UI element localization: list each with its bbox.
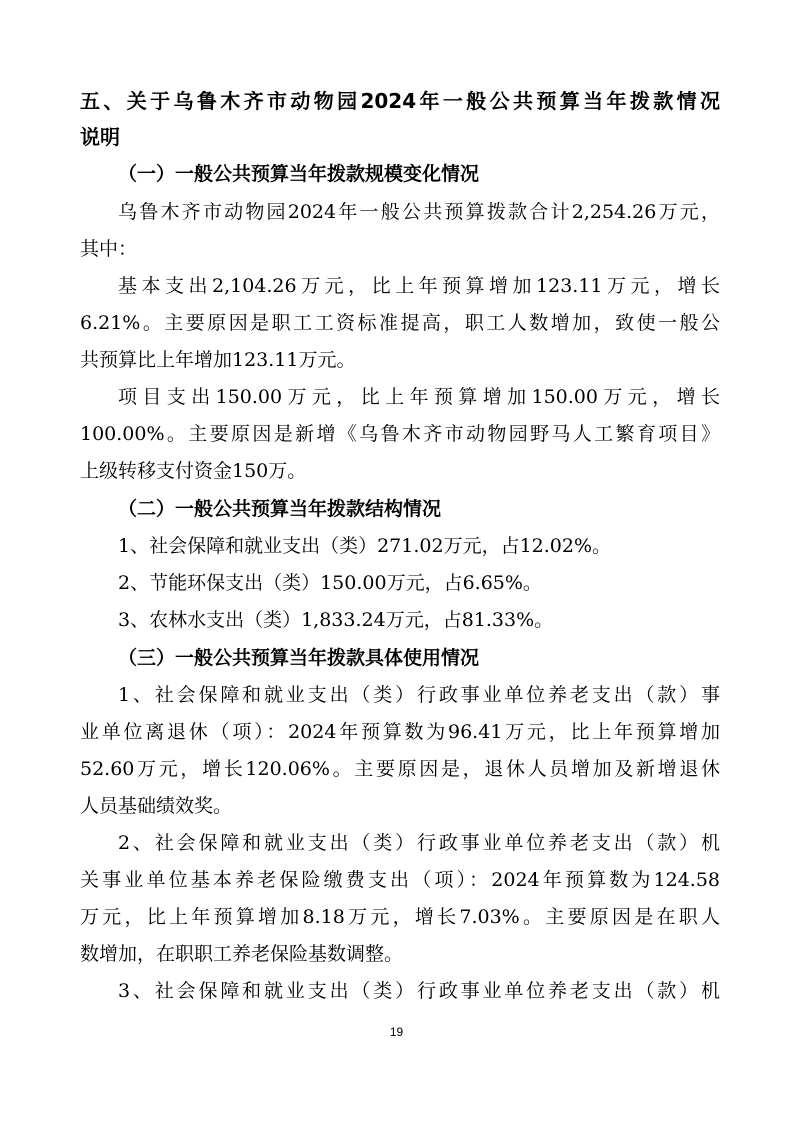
part3-item1-line3: 52.60万元，增长120.06%。主要原因是，退休人员增加及新增退休 [80,758,720,780]
section-title-line1: 五、关于乌鲁木齐市动物园2024年一般公共预算当年拨款情况 [80,89,720,113]
part3-item1-line4: 人员基础绩效奖。 [80,795,233,817]
part3-item2-line4: 数增加，在职职工养老保险基数调整。 [80,943,404,965]
part1-paragraph2-line1: 基本支出2,104.26万元，比上年预算增加123.11万元，增长 [118,275,720,297]
part2-item1: 1、社会保障和就业支出（类）271.02万元，占12.02%。 [118,535,612,557]
part3-item1-line1: 1、社会保障和就业支出（类）行政事业单位养老支出（款）事 [118,684,720,706]
part1-paragraph3-line1: 项目支出150.00万元，比上年预算增加150.00万元，增长 [118,386,720,408]
part2-item2: 2、节能环保支出（类）150.00万元，占6.65%。 [118,572,542,594]
part1-paragraph2-line3: 共预算比上年增加123.11万元。 [80,349,356,371]
section-title-line2: 说明 [80,125,120,149]
page-number: 19 [389,1025,404,1039]
part1-paragraph1-line1: 乌鲁木齐市动物园2024年一般公共预算拨款合计2,254.26万元， [118,201,720,223]
part1-paragraph3-line2: 100.00%。主要原因是新增《乌鲁木齐市动物园野马人工繁育项目》 [80,423,720,445]
part3-item3-line1: 3、社会保障和就业支出（类）行政事业单位养老支出（款）机 [118,980,720,1002]
part3-item1-line2: 业单位离退休（项）：2024年预算数为96.41万元，比上年预算增加 [80,721,720,743]
heading-part1: （一）一般公共预算当年拨款规模变化情况 [118,163,480,185]
part2-item3: 3、农林水支出（类）1,833.24万元，占81.33%。 [118,609,554,631]
part3-item2-line3: 万元，比上年预算增加8.18万元，增长7.03%。主要原因是在职人 [80,906,720,928]
part3-item2-line1: 2、社会保障和就业支出（类）行政事业单位养老支出（款）机 [118,832,720,854]
heading-part2: （二）一般公共预算当年拨款结构情况 [118,498,442,520]
part1-paragraph2-line2: 6.21%。主要原因是职工工资标准提高，职工人数增加，致使一般公 [80,312,720,334]
part1-paragraph1-line2: 其中： [80,238,138,260]
heading-part3: （三）一般公共预算当年拨款具体使用情况 [118,647,480,669]
part1-paragraph3-line3: 上级转移支付资金150万。 [80,460,307,482]
part3-item2-line2: 关事业单位基本养老保险缴费支出（项）：2024年预算数为124.58 [80,869,720,891]
